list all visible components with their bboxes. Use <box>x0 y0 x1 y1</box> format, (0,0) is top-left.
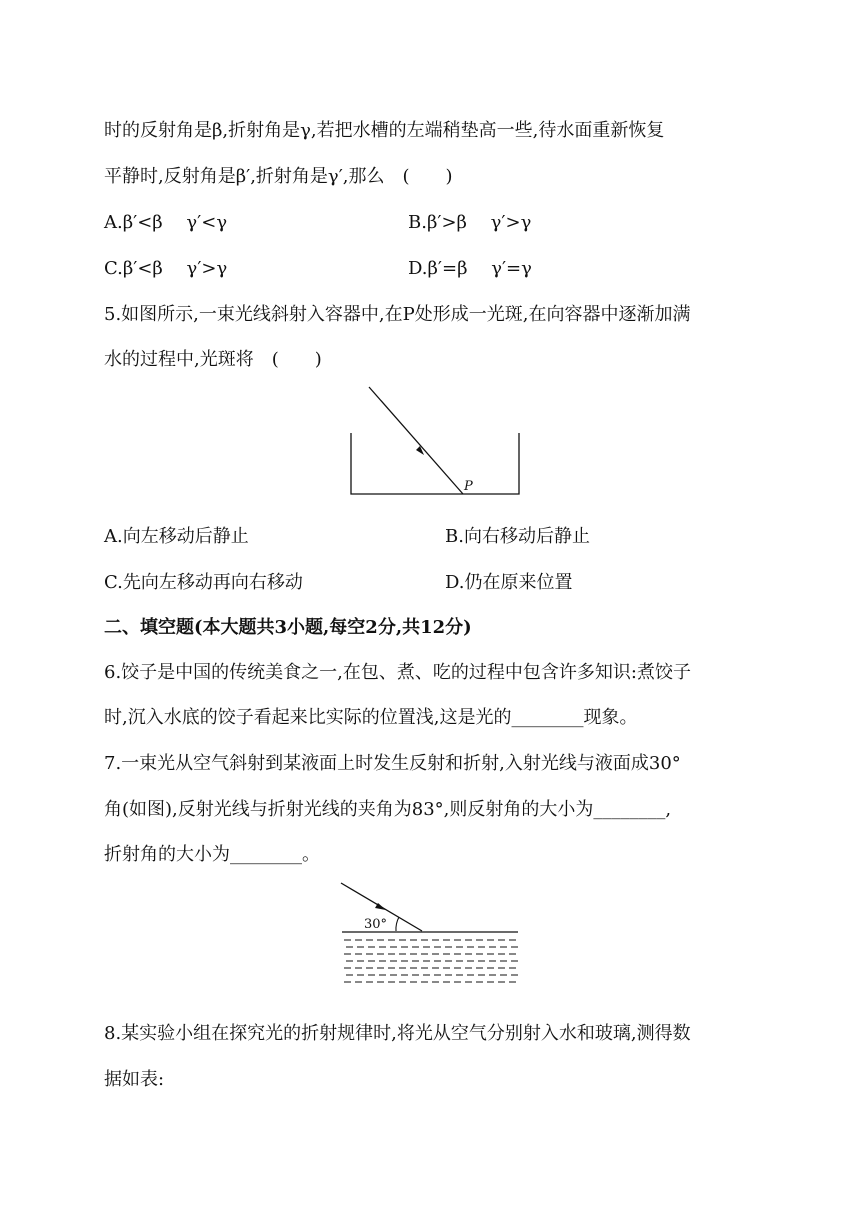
q7-liquid-surface-figure <box>336 878 526 993</box>
q8-text-line-2: 据如表: <box>104 1069 165 1090</box>
q5-option-d: D.仍在原来位置 <box>445 572 573 593</box>
q5-text-line-2: 水的过程中,光斑将 ( ) <box>104 349 322 370</box>
q7-text-line-2: 角(如图),反射光线与折射光线的夹角为83°,则反射角的大小为________, <box>104 799 672 820</box>
q8-text-line-1: 8.某实验小组在探究光的折射规律时,将光从空气分别射入水和玻璃,测得数 <box>104 1023 691 1044</box>
angle-label: 30° <box>364 917 388 932</box>
container-outline <box>351 433 519 494</box>
q6-text-line-1: 6.饺子是中国的传统美食之一,在包、煮、吃的过程中包含许多知识:煮饺子 <box>104 662 691 683</box>
q4-text-line-1: 时的反射角是β,折射角是γ,若把水槽的左端稍垫高一些,待水面重新恢复 <box>104 120 665 141</box>
q6-text-line-2: 时,沉入水底的饺子看起来比实际的位置浅,这是光的________现象。 <box>104 707 638 728</box>
section-heading: 二、填空题(本大题共3小题,每空2分,共12分) <box>104 617 472 638</box>
point-p-label: P <box>464 479 473 494</box>
q5-text-line-1: 5.如图所示,一束光线斜射入容器中,在P处形成一光斑,在向容器中逐渐加满 <box>104 304 691 325</box>
q4-text-line-2: 平静时,反射角是β′,折射角是γ′,那么 ( ) <box>104 166 453 187</box>
q5-option-a: A.向左移动后静止 <box>104 526 249 547</box>
q5-option-b: B.向右移动后静止 <box>445 526 590 547</box>
q7-text-line-1: 7.一束光从空气斜射到某液面上时发生反射和折射,入射光线与液面成30° <box>104 753 681 774</box>
q4-option-a: A.β′<β γ′<γ <box>104 212 228 233</box>
q4-option-c: C.β′<β γ′>γ <box>104 258 228 279</box>
liquid-dashes <box>344 940 518 982</box>
q4-option-d: D.β′=β γ′=γ <box>408 258 532 279</box>
q4-option-b: B.β′>β γ′>γ <box>408 212 532 233</box>
angle-arc <box>396 917 399 931</box>
light-ray <box>369 387 463 494</box>
q7-text-line-3: 折射角的大小为________。 <box>104 844 320 865</box>
q5-option-c: C.先向左移动再向右移动 <box>104 572 303 593</box>
q5-container-figure <box>340 380 540 505</box>
